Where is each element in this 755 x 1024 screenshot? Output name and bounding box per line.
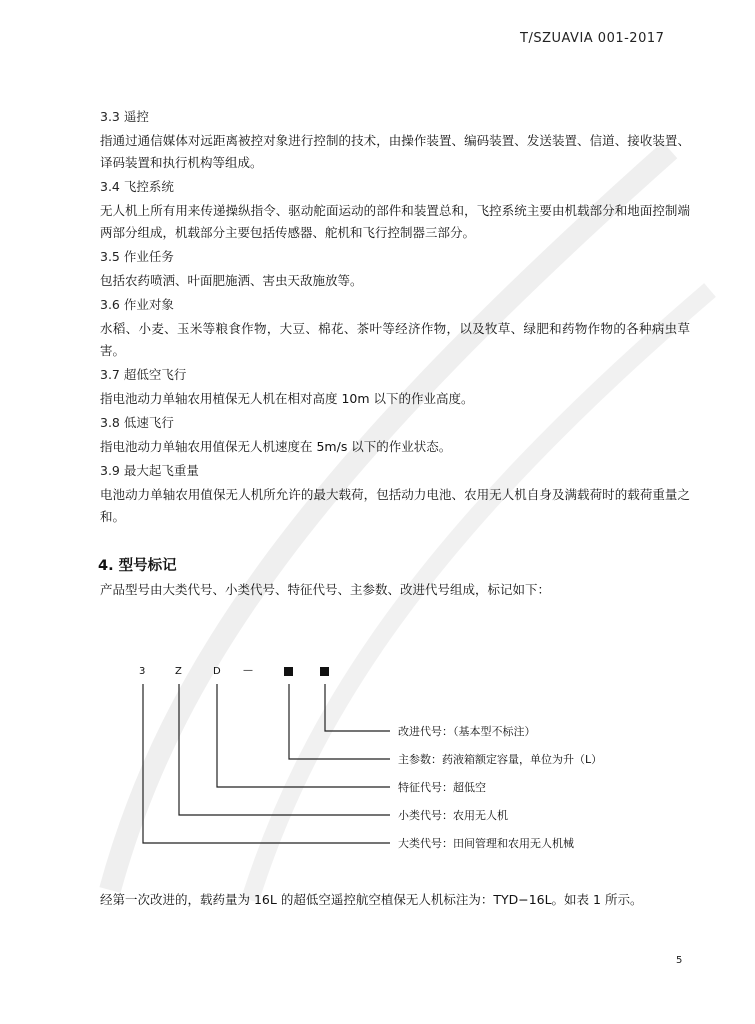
term-title: 3.4 飞控系统 [100, 179, 174, 194]
section-title: 4. 型号标记 [98, 558, 177, 574]
term-title: 3.3 遥控 [100, 109, 149, 124]
code-char-minor: Z [175, 666, 182, 677]
code-char-feature: D [213, 666, 221, 677]
term-title: 3.6 作业对象 [100, 297, 174, 312]
term-3-7 [100, 366, 690, 410]
label-main-param: 主参数：药液箱额定容量，单位为升（L） [398, 753, 603, 766]
term-3-6 [100, 296, 690, 362]
code-char-major: 3 [139, 666, 146, 677]
label-feature-code: 特征代号：超低空 [398, 781, 486, 794]
term-body: 无人机上所有用来传递操纵指令、驱动舵面运动的部件和装置总和，飞控系统主要由机载部分和地面控制端两部分组成，机载部分主要包括传感器、舵机和飞行控制器三部分。 [100, 203, 690, 240]
label-improve-code: 改进代号：（基本型不标注） [398, 725, 536, 738]
standard-code: T/SZUAVIA 001-2017 [520, 31, 665, 46]
term-title: 3.8 低速飞行 [100, 415, 174, 430]
term-body: 指通过通信媒体对远距离被控对象进行控制的技术，由操作装置、编码装置、发送装置、信道、接收装置、译码装置和执行机构等组成。 [100, 133, 690, 170]
term-body: 水稻、小麦、玉米等粮食作物，大豆、棉花、茶叶等经济作物，以及牧草、绿肥和药物作物的各种病虫草害。 [100, 321, 690, 358]
term-3-9 [100, 462, 690, 528]
label-minor-class: 小类代号：农用无人机 [398, 809, 508, 822]
term-title: 3.9 最大起飞重量 [100, 463, 199, 478]
term-body: 包括农药喷洒、叶面肥施洒、害虫天敌施放等。 [100, 273, 363, 288]
term-body: 指电池动力单轴农用值保无人机速度在 5m/s 以下的作业状态。 [100, 439, 452, 454]
section-intro: 产品型号由大类代号、小类代号、特征代号、主参数、改进代号组成，标记如下： [100, 582, 551, 597]
term-3-4 [100, 178, 690, 244]
term-3-8 [100, 414, 690, 458]
label-major-class: 大类代号：田间管理和农用无人机械 [398, 837, 574, 850]
terms-content [100, 108, 690, 605]
main-param-square [284, 667, 293, 676]
term-3-5 [100, 248, 690, 292]
page-number: 5 [676, 955, 683, 966]
term-body: 指电池动力单轴农用植保无人机在相对高度 10m 以下的作业高度。 [100, 391, 474, 406]
model-marking-diagram [100, 660, 660, 860]
improve-code-square [320, 667, 329, 676]
term-title: 3.7 超低空飞行 [100, 367, 187, 382]
term-body: 电池动力单轴农用值保无人机所允许的最大载荷，包括动力电池、农用无人机自身及满载荷时的载荷重量之和。 [100, 487, 690, 524]
example-text: 经第一次改进的，载药量为 16L 的超低空遥控航空植保无人机标注为：TYD−16L。如表 1 所示。 [100, 892, 643, 907]
term-3-3 [100, 108, 690, 174]
code-dash: — [243, 665, 253, 676]
term-title: 3.5 作业任务 [100, 249, 174, 264]
